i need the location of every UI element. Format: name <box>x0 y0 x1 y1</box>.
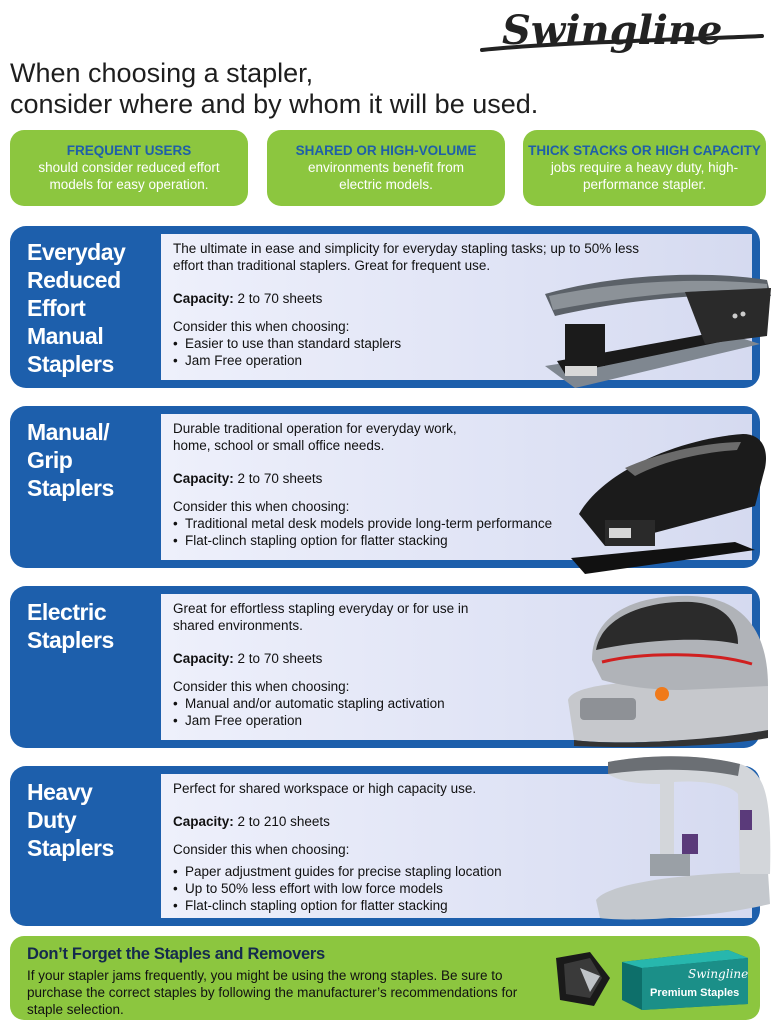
bullet-item: • Jam Free operation <box>173 352 653 369</box>
capacity-value: 2 to 210 sheets <box>237 814 330 829</box>
swingline-logo <box>478 2 768 66</box>
bullet-item: • Traditional metal desk models provide long-term performance <box>173 515 583 532</box>
category-description: Great for effortless stapling everyday or for use in shared environments. <box>173 601 469 633</box>
category-reduced-effort <box>10 226 760 388</box>
tip-thick-stacks <box>523 130 766 206</box>
tip-body: should consider reduced effort models for easy operation. <box>38 160 220 192</box>
bullet-item: • Paper adjustment guides for precise stapling location <box>173 863 583 880</box>
staples-box-icon <box>618 948 752 1012</box>
bullet-item: • Flat-clinch stapling option for flatter stacking <box>173 532 583 549</box>
page-headline <box>10 58 538 120</box>
staple-remover-icon <box>550 948 616 1012</box>
capacity-value: 2 to 70 sheets <box>237 291 323 306</box>
tip-heading: FREQUENT USERS <box>66 143 192 158</box>
consider-label: Consider this when choosing: <box>173 679 350 694</box>
bullet-item: • Up to 50% less effort with low force models <box>173 880 583 897</box>
bullet-item: • Jam Free operation <box>173 712 583 729</box>
category-text <box>173 420 583 549</box>
staples-banner <box>10 936 760 1020</box>
box-brand-text: Swingline <box>688 967 749 981</box>
tip-heading: SHARED OR HIGH-VOLUME <box>295 143 477 158</box>
category-manual-grip <box>10 406 760 568</box>
category-description: The ultimate in ease and simplicity for everyday stapling tasks; up to 50% less effort than traditional staplers. Great for frequent use. <box>173 241 639 273</box>
category-capacity <box>173 650 583 667</box>
consider-label: Consider this when choosing: <box>173 319 350 334</box>
tip-shared-high-volume <box>267 130 505 206</box>
bullet-list <box>173 515 583 549</box>
tip-body: jobs require a heavy duty, high-performance stapler. <box>550 160 739 192</box>
category-title: Everyday Reduced Effort Manual Staplers <box>27 239 126 377</box>
category-heavy-duty <box>10 766 760 926</box>
consider-label: Consider this when choosing: <box>173 842 350 857</box>
category-capacity <box>173 813 583 830</box>
capacity-value: 2 to 70 sheets <box>237 651 323 666</box>
headline-line-1: When choosing a stapler, <box>10 58 314 88</box>
staples-body: If your stapler jams frequently, you might be using the wrong staples. Be sure to purchase the correct staples by following the manufacturer’s recommendations for staple selection. <box>27 968 518 1017</box>
consider-label: Consider this when choosing: <box>173 499 350 514</box>
category-title: Electric Staplers <box>27 599 114 653</box>
logo-text: Swingline <box>502 7 723 54</box>
headline-line-2: consider where and by whom it will be used. <box>10 89 539 119</box>
tips-row <box>10 130 766 206</box>
heavy-duty-stapler-icon <box>590 754 775 924</box>
bullet-item: • Manual and/or automatic stapling activation <box>173 695 583 712</box>
bullet-item: • Flat-clinch stapling option for flatter stacking <box>173 897 583 914</box>
capacity-label: Capacity: <box>173 651 234 666</box>
category-electric <box>10 586 760 748</box>
category-text <box>173 780 583 914</box>
bullet-list <box>173 863 583 914</box>
category-title: Heavy Duty Staplers <box>27 779 114 861</box>
box-line-text: Premium Staples <box>650 987 740 999</box>
capacity-value: 2 to 70 sheets <box>237 471 323 486</box>
category-description: Durable traditional operation for everyday work, home, school or small office needs. <box>173 421 457 453</box>
tip-frequent-users <box>10 130 248 206</box>
category-description: Perfect for shared workspace or high capacity use. <box>173 781 477 796</box>
category-text <box>173 600 583 729</box>
tip-heading: THICK STACKS OR HIGH CAPACITY <box>528 143 761 158</box>
capacity-label: Capacity: <box>173 471 234 486</box>
capacity-label: Capacity: <box>173 291 234 306</box>
staples-title: Don’t Forget the Staples and Removers <box>27 945 325 963</box>
category-capacity <box>173 470 583 487</box>
grip-stapler-icon <box>565 428 775 576</box>
reduced-effort-stapler-icon <box>535 266 775 396</box>
category-title: Manual/ Grip Staplers <box>27 419 114 501</box>
bullet-list <box>173 695 583 729</box>
tip-body: environments benefit from electric models. <box>307 160 465 192</box>
bullet-item: • Easier to use than standard staplers <box>173 335 653 352</box>
electric-stapler-icon <box>562 590 774 748</box>
capacity-label: Capacity: <box>173 814 234 829</box>
